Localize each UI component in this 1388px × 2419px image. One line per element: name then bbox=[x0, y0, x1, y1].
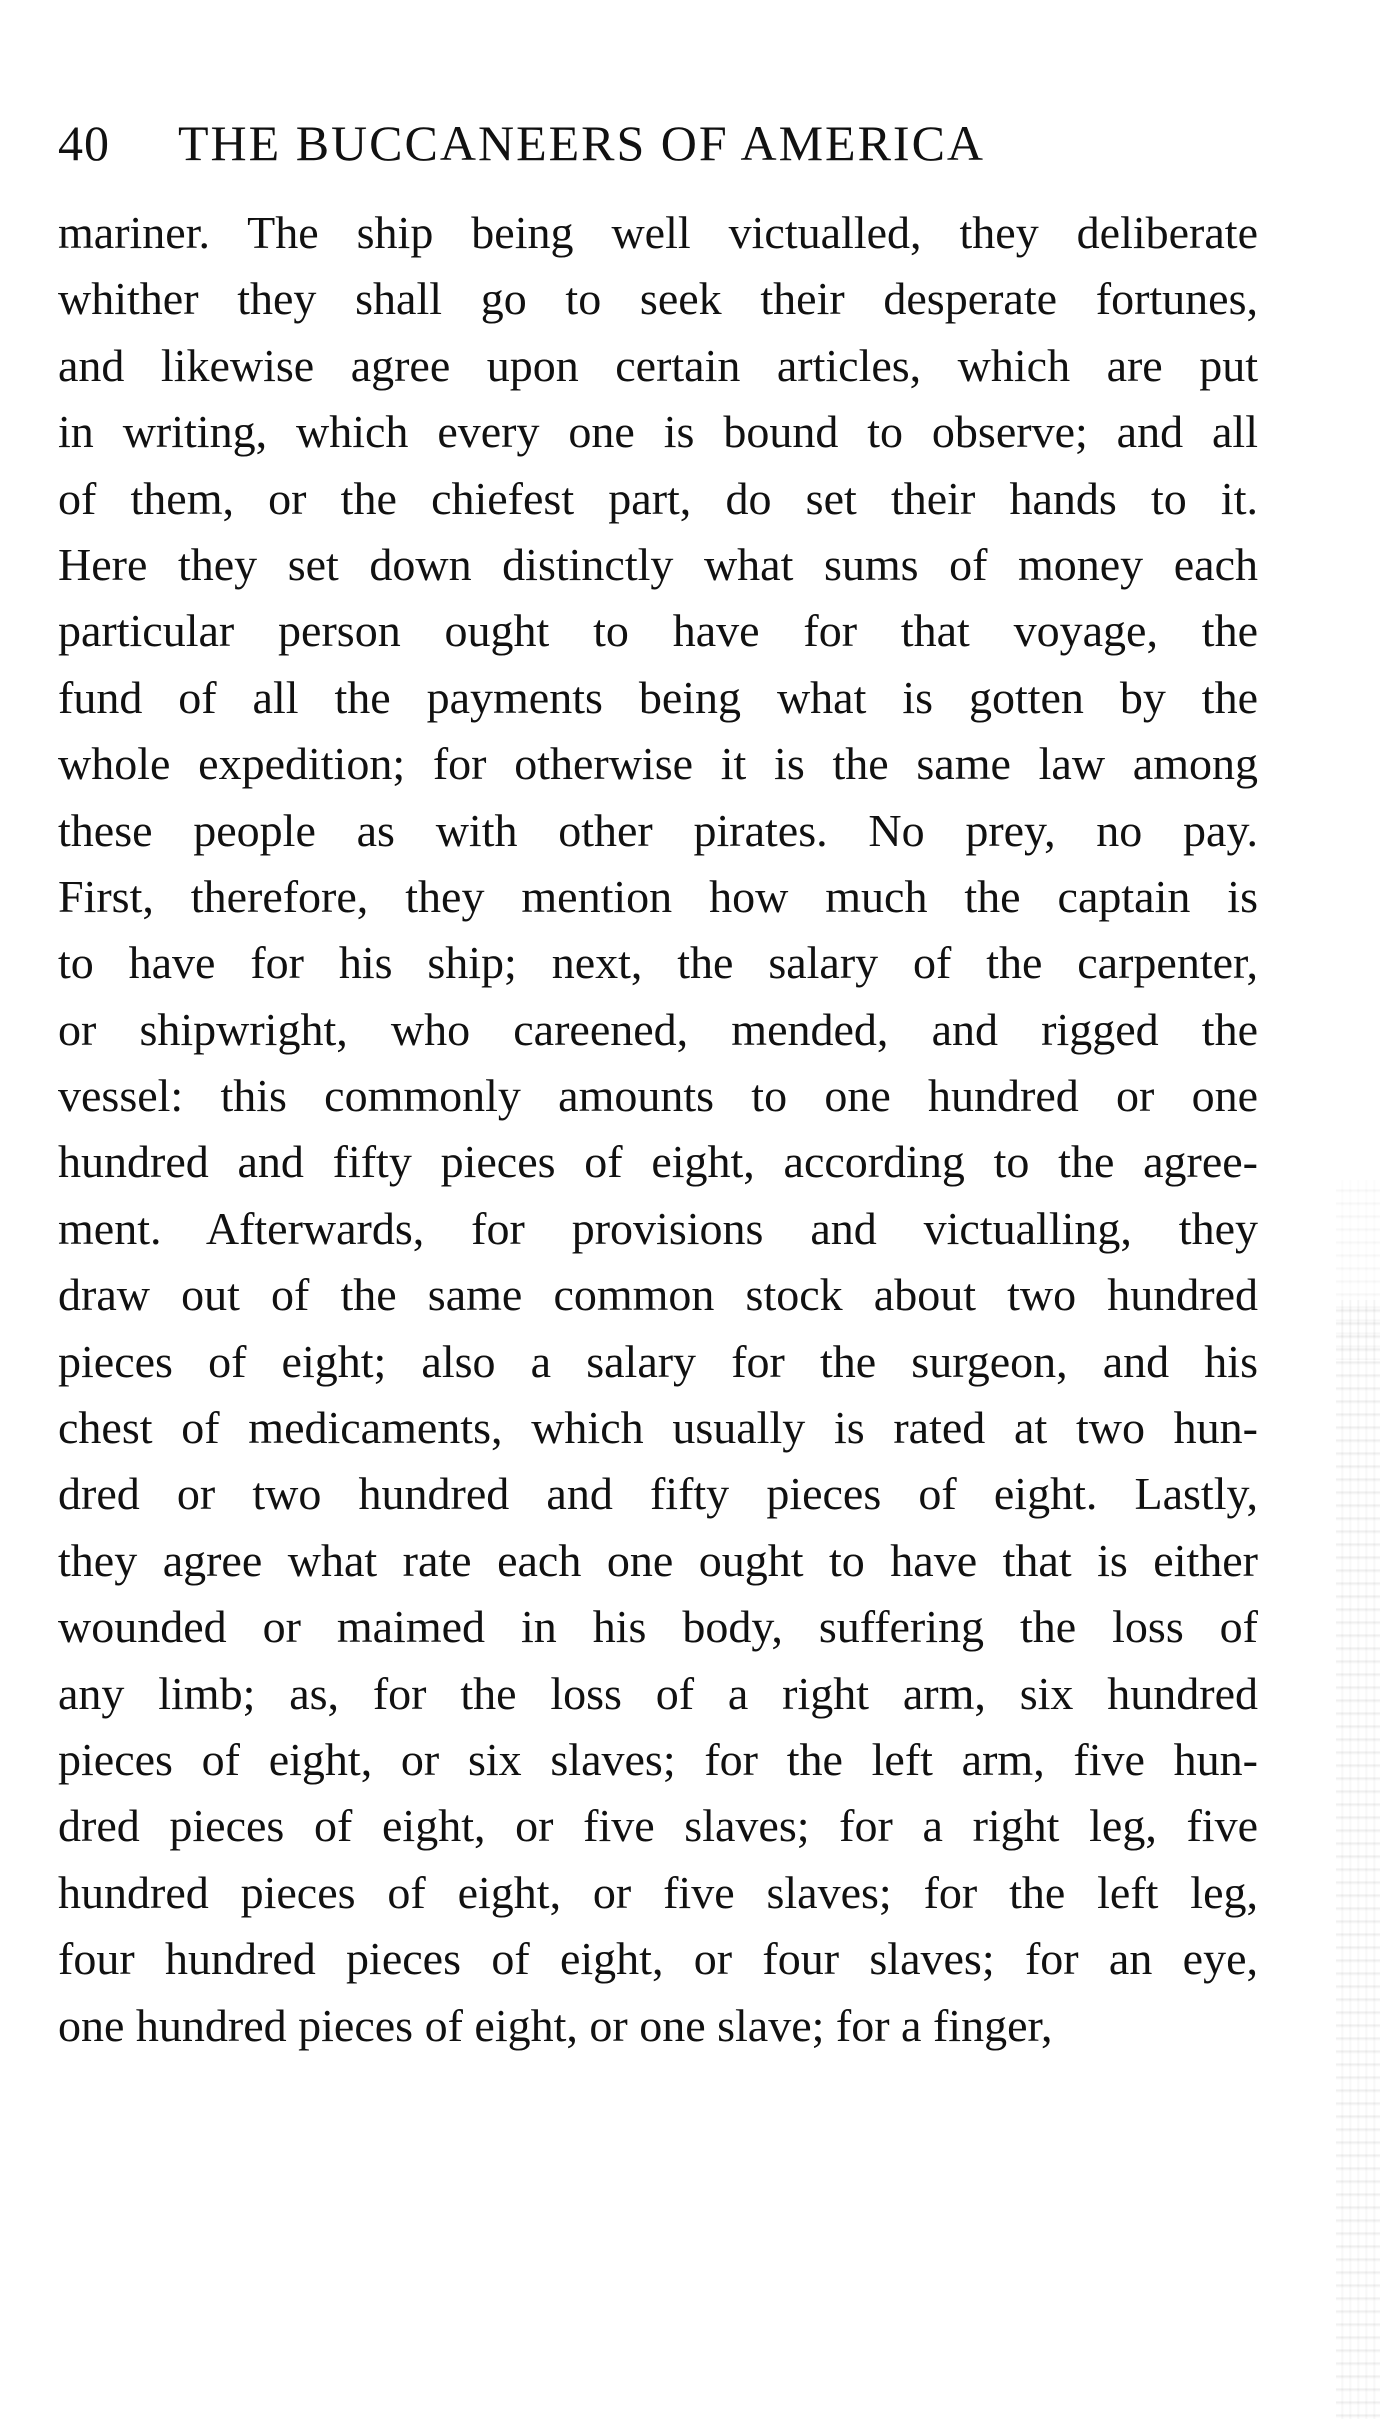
page-number: 40 bbox=[58, 115, 110, 171]
text-line: hundred pieces of eight, or five slaves; for the left leg, bbox=[58, 1866, 1258, 1918]
text-line: to have for his ship; next, the salary of the carpenter, bbox=[58, 937, 1258, 989]
text-line: ment. Afterwards, for provisions and victualling, they bbox=[58, 1202, 1258, 1254]
running-title: THE BUCCANEERS OF AMERICA bbox=[178, 115, 986, 171]
text-line: chest of medicaments, which usually is rated at two hun- bbox=[58, 1402, 1258, 1454]
text-line: fund of all the payments being what is gotten by the bbox=[58, 671, 1258, 723]
text-line: whole expedition; for otherwise it is the same law among bbox=[58, 738, 1258, 790]
text-line: or shipwright, who careened, mended, and rigged the bbox=[58, 1003, 1258, 1055]
text-line: they agree what rate each one ought to have that is either bbox=[58, 1534, 1258, 1586]
text-line: pieces of eight, or six slaves; for the left arm, five hun- bbox=[58, 1733, 1258, 1785]
text-line: particular person ought to have for that voyage, the bbox=[58, 605, 1258, 657]
text-line: of them, or the chiefest part, do set their hands to it. bbox=[58, 472, 1258, 524]
text-line: these people as with other pirates. No prey, no pay. bbox=[58, 804, 1258, 856]
text-line: hundred and fifty pieces of eight, according to the agree- bbox=[58, 1136, 1258, 1188]
text-line: dred or two hundred and fifty pieces of eight. Lastly, bbox=[58, 1468, 1258, 1520]
text-line: and likewise agree upon certain articles, which are put bbox=[58, 339, 1258, 391]
text-line: one hundred pieces of eight, or one slave; for a finger, bbox=[58, 1999, 1053, 2051]
text-line: four hundred pieces of eight, or four slaves; for an eye, bbox=[58, 1933, 1258, 1985]
text-line: pieces of eight; also a salary for the surgeon, and his bbox=[58, 1335, 1258, 1387]
text-line: vessel: this commonly amounts to one hundred or one bbox=[58, 1070, 1258, 1122]
text-line: mariner. The ship being well victualled, they deliberate bbox=[58, 207, 1258, 258]
page-edge-speckle bbox=[1336, 1300, 1380, 2419]
text-line: whither they shall go to seek their desperate fortunes, bbox=[58, 273, 1258, 325]
text-line: First, therefore, they mention how much the captain is bbox=[58, 870, 1258, 922]
text-line: in writing, which every one is bound to observe; and all bbox=[58, 406, 1258, 458]
text-line: draw out of the same common stock about two hundred bbox=[58, 1269, 1258, 1321]
body-text bbox=[58, 200, 1258, 2059]
text-line: Here they set down distinctly what sums of money each bbox=[58, 538, 1258, 590]
text-line: dred pieces of eight, or five slaves; for a right leg, five bbox=[58, 1800, 1258, 1852]
running-head bbox=[58, 108, 1258, 178]
text-line: wounded or maimed in his body, suffering the loss of bbox=[58, 1601, 1258, 1653]
text-line: any limb; as, for the loss of a right arm, six hundred bbox=[58, 1667, 1258, 1719]
